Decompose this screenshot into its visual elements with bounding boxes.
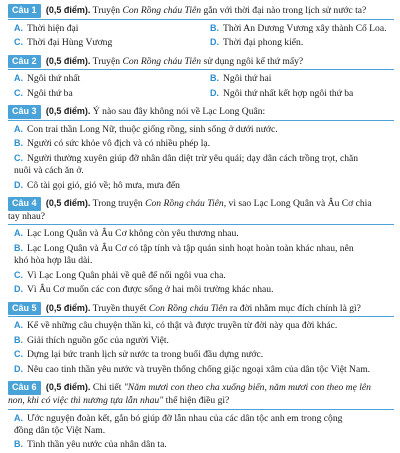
question-1-options — [8, 22, 394, 51]
option-4b[interactable] — [8, 242, 394, 269]
option-5a[interactable] — [8, 319, 394, 333]
question-3-options — [8, 123, 394, 193]
option-letter: C. — [14, 349, 23, 360]
option-1b[interactable] — [204, 22, 394, 36]
option-text: Vì Âu Cơ muốn các con được sống ở hai môi trường khác nhau. — [27, 284, 274, 296]
option-letter: B. — [14, 439, 23, 450]
option-text: Thời đại phong kiến. — [223, 37, 304, 49]
option-letter: B. — [14, 138, 23, 149]
question-1-post: gắn với thời đại nào trong lịch sử nước ta? — [203, 5, 367, 16]
option-text: Cô tài gọi gió, gió về; hô mưa, mưa đến — [27, 179, 180, 191]
option-4a[interactable] — [8, 227, 394, 241]
option-text: Ngôi thứ ba — [27, 87, 73, 99]
option-text: Ngôi thứ hai — [223, 73, 272, 85]
question-2-post: sử dụng ngôi kể thứ mấy? — [203, 55, 304, 67]
option-1a[interactable] — [8, 22, 198, 36]
option-text: Giải thích nguồn gốc của người Việt. — [27, 334, 169, 346]
option-5d[interactable] — [8, 363, 394, 377]
option-6b[interactable] — [8, 438, 394, 452]
option-text: Thời đại Hùng Vương — [27, 37, 113, 49]
option-5c[interactable] — [8, 348, 394, 362]
question-3-header — [8, 104, 394, 121]
question-6-options — [8, 412, 394, 453]
option-text: Thời hiện đại — [27, 22, 79, 34]
option-letter: B. — [210, 22, 219, 33]
option-text: Vì Lạc Long Quân phải về quê để nối ngôi vua cha. — [27, 269, 226, 281]
question-5-title: Con Rồng cháu Tiên — [148, 302, 228, 314]
option-1c[interactable] — [8, 36, 198, 50]
option-text: Người có sức khỏe vô địch và có nhiều phép lạ. — [27, 138, 211, 150]
question-4-header — [8, 196, 394, 225]
option-6a[interactable] — [8, 412, 394, 439]
question-6-pre: Chi tiết — [92, 382, 122, 394]
option-text-continued: khó hòa hợp lâu dài. — [14, 255, 93, 267]
option-text: Nêu cao tinh thần yêu nước và truyền thống chống giặc ngoại xâm của dân tộc Việt Nam. — [27, 363, 371, 375]
option-letter: D. — [210, 37, 219, 48]
option-letter: D. — [210, 87, 219, 98]
option-3a[interactable] — [8, 123, 394, 137]
option-3d[interactable] — [8, 179, 394, 193]
question-5-options — [8, 319, 394, 377]
option-text: Tình thần yêu nước của nhân dân ta. — [27, 439, 167, 451]
option-text: Dựng lại bức tranh lịch sử nước ta trong buổi đầu dựng nước. — [27, 349, 264, 361]
question-2-title: Con Rồng cháu Tiên — [122, 55, 202, 67]
option-letter: B. — [14, 334, 23, 345]
question-1-title: Con Rồng cháu Tiên — [122, 5, 202, 16]
question-1-number: Câu 1 — [8, 4, 41, 18]
option-text: Kể về những câu chuyện thần kì, có thật và được truyền từ đời này qua đời khác. — [27, 320, 338, 332]
question-3-points: (0,5 điểm). — [45, 106, 91, 117]
question-4-continued: tay nhau? — [8, 210, 46, 222]
question-5-header — [8, 301, 394, 318]
option-letter: A. — [14, 320, 23, 331]
question-5-pre: Truyền thuyết — [92, 302, 147, 314]
question-4-title: Con Rồng cháu Tiên — [145, 198, 224, 210]
question-4-post: , vì sao Lạc Long Quân và Âu Cơ chia — [223, 198, 372, 210]
option-letter: A. — [14, 228, 23, 239]
question-3-number: Câu 3 — [8, 105, 41, 119]
question-1-pre: Truyện — [92, 5, 121, 16]
worksheet — [0, 3, 400, 451]
question-2-pre: Truyện — [92, 55, 121, 67]
option-text-continued: nuôi và cách ăn ở. — [14, 165, 84, 177]
option-3b[interactable] — [8, 137, 394, 151]
option-text: Thời An Dương Vương xây thành Cổ Loa. — [223, 22, 387, 34]
question-6-post: thể hiện điều gì? — [165, 395, 230, 407]
option-4d[interactable] — [8, 283, 394, 297]
question-5-number: Câu 5 — [8, 302, 41, 316]
option-2d[interactable] — [204, 87, 394, 101]
option-letter: D. — [14, 284, 23, 295]
question-2-points: (0,5 điểm). — [45, 55, 91, 66]
option-letter: B. — [210, 73, 219, 84]
option-letter: A. — [14, 123, 23, 134]
option-text: Ngôi thứ nhất — [27, 73, 81, 85]
question-6-quote: "Năm mươi con theo cha xuống biển, năm mươi con theo mẹ lên — [123, 382, 371, 394]
option-letter: C. — [14, 37, 23, 48]
question-2-header — [8, 54, 394, 71]
option-text: Lạc Long Quân và Âu Cơ không còn yêu thương nhau. — [27, 228, 239, 240]
question-4-options — [8, 227, 394, 297]
option-2a[interactable] — [8, 72, 198, 86]
option-text: Người thường xuyên giúp đỡ nhân dân diệt trừ yêu quái; dạy dân cách trồng trọt, chăn — [27, 152, 359, 164]
question-6-header — [8, 380, 394, 409]
option-1d[interactable] — [204, 36, 394, 50]
option-text: Ngôi thứ nhất kết hợp ngôi thứ ba — [223, 87, 354, 99]
option-2b[interactable] — [204, 72, 394, 86]
option-text: Ước nguyện đoàn kết, gắn bó giúp đỡ lẫn nhau của các dân tộc anh em trong cộng — [27, 412, 343, 424]
question-6-number: Câu 6 — [8, 381, 41, 395]
option-5b[interactable] — [8, 334, 394, 348]
option-letter: A. — [14, 22, 23, 33]
option-4c[interactable] — [8, 269, 394, 283]
option-2c[interactable] — [8, 87, 198, 101]
option-letter: C. — [14, 152, 23, 163]
option-text: Lạc Long Quân và Âu Cơ có tập tính và tập quán sinh hoạt hoàn toàn khác nhau, nên — [27, 242, 354, 254]
question-2-number: Câu 2 — [8, 55, 41, 69]
question-4-pre: Trong truyện — [92, 198, 143, 210]
question-3-text: Ý nào sau đây không nói về Lạc Long Quân: — [92, 106, 266, 118]
question-5-post: ra đời nhằm mục đích chính là gì? — [229, 302, 361, 314]
question-2-options — [8, 72, 394, 101]
option-letter: C. — [14, 87, 23, 98]
option-letter: A. — [14, 73, 23, 84]
question-5-points: (0,5 điểm). — [45, 302, 91, 313]
question-1-header — [8, 3, 394, 20]
question-6-points: (0,5 điểm). — [45, 382, 91, 393]
option-letter: A. — [14, 412, 23, 423]
option-letter: B. — [14, 242, 23, 253]
question-4-points: (0,5 điểm). — [45, 198, 91, 209]
question-1-points: (0,5 điểm). — [45, 5, 91, 15]
question-6-quote-continued: non, khi có việc thì nương tựa lẫn nhau" — [8, 395, 164, 407]
option-text-continued: đồng dân tộc Việt Nam. — [14, 424, 106, 436]
option-letter: C. — [14, 269, 23, 280]
option-letter: D. — [14, 179, 23, 190]
option-text: Con trai thần Long Nữ, thuộc giống rồng, sinh sống ở dưới nước. — [27, 123, 278, 135]
question-4-number: Câu 4 — [8, 197, 41, 211]
option-3c[interactable] — [8, 152, 394, 179]
option-letter: D. — [14, 363, 23, 374]
